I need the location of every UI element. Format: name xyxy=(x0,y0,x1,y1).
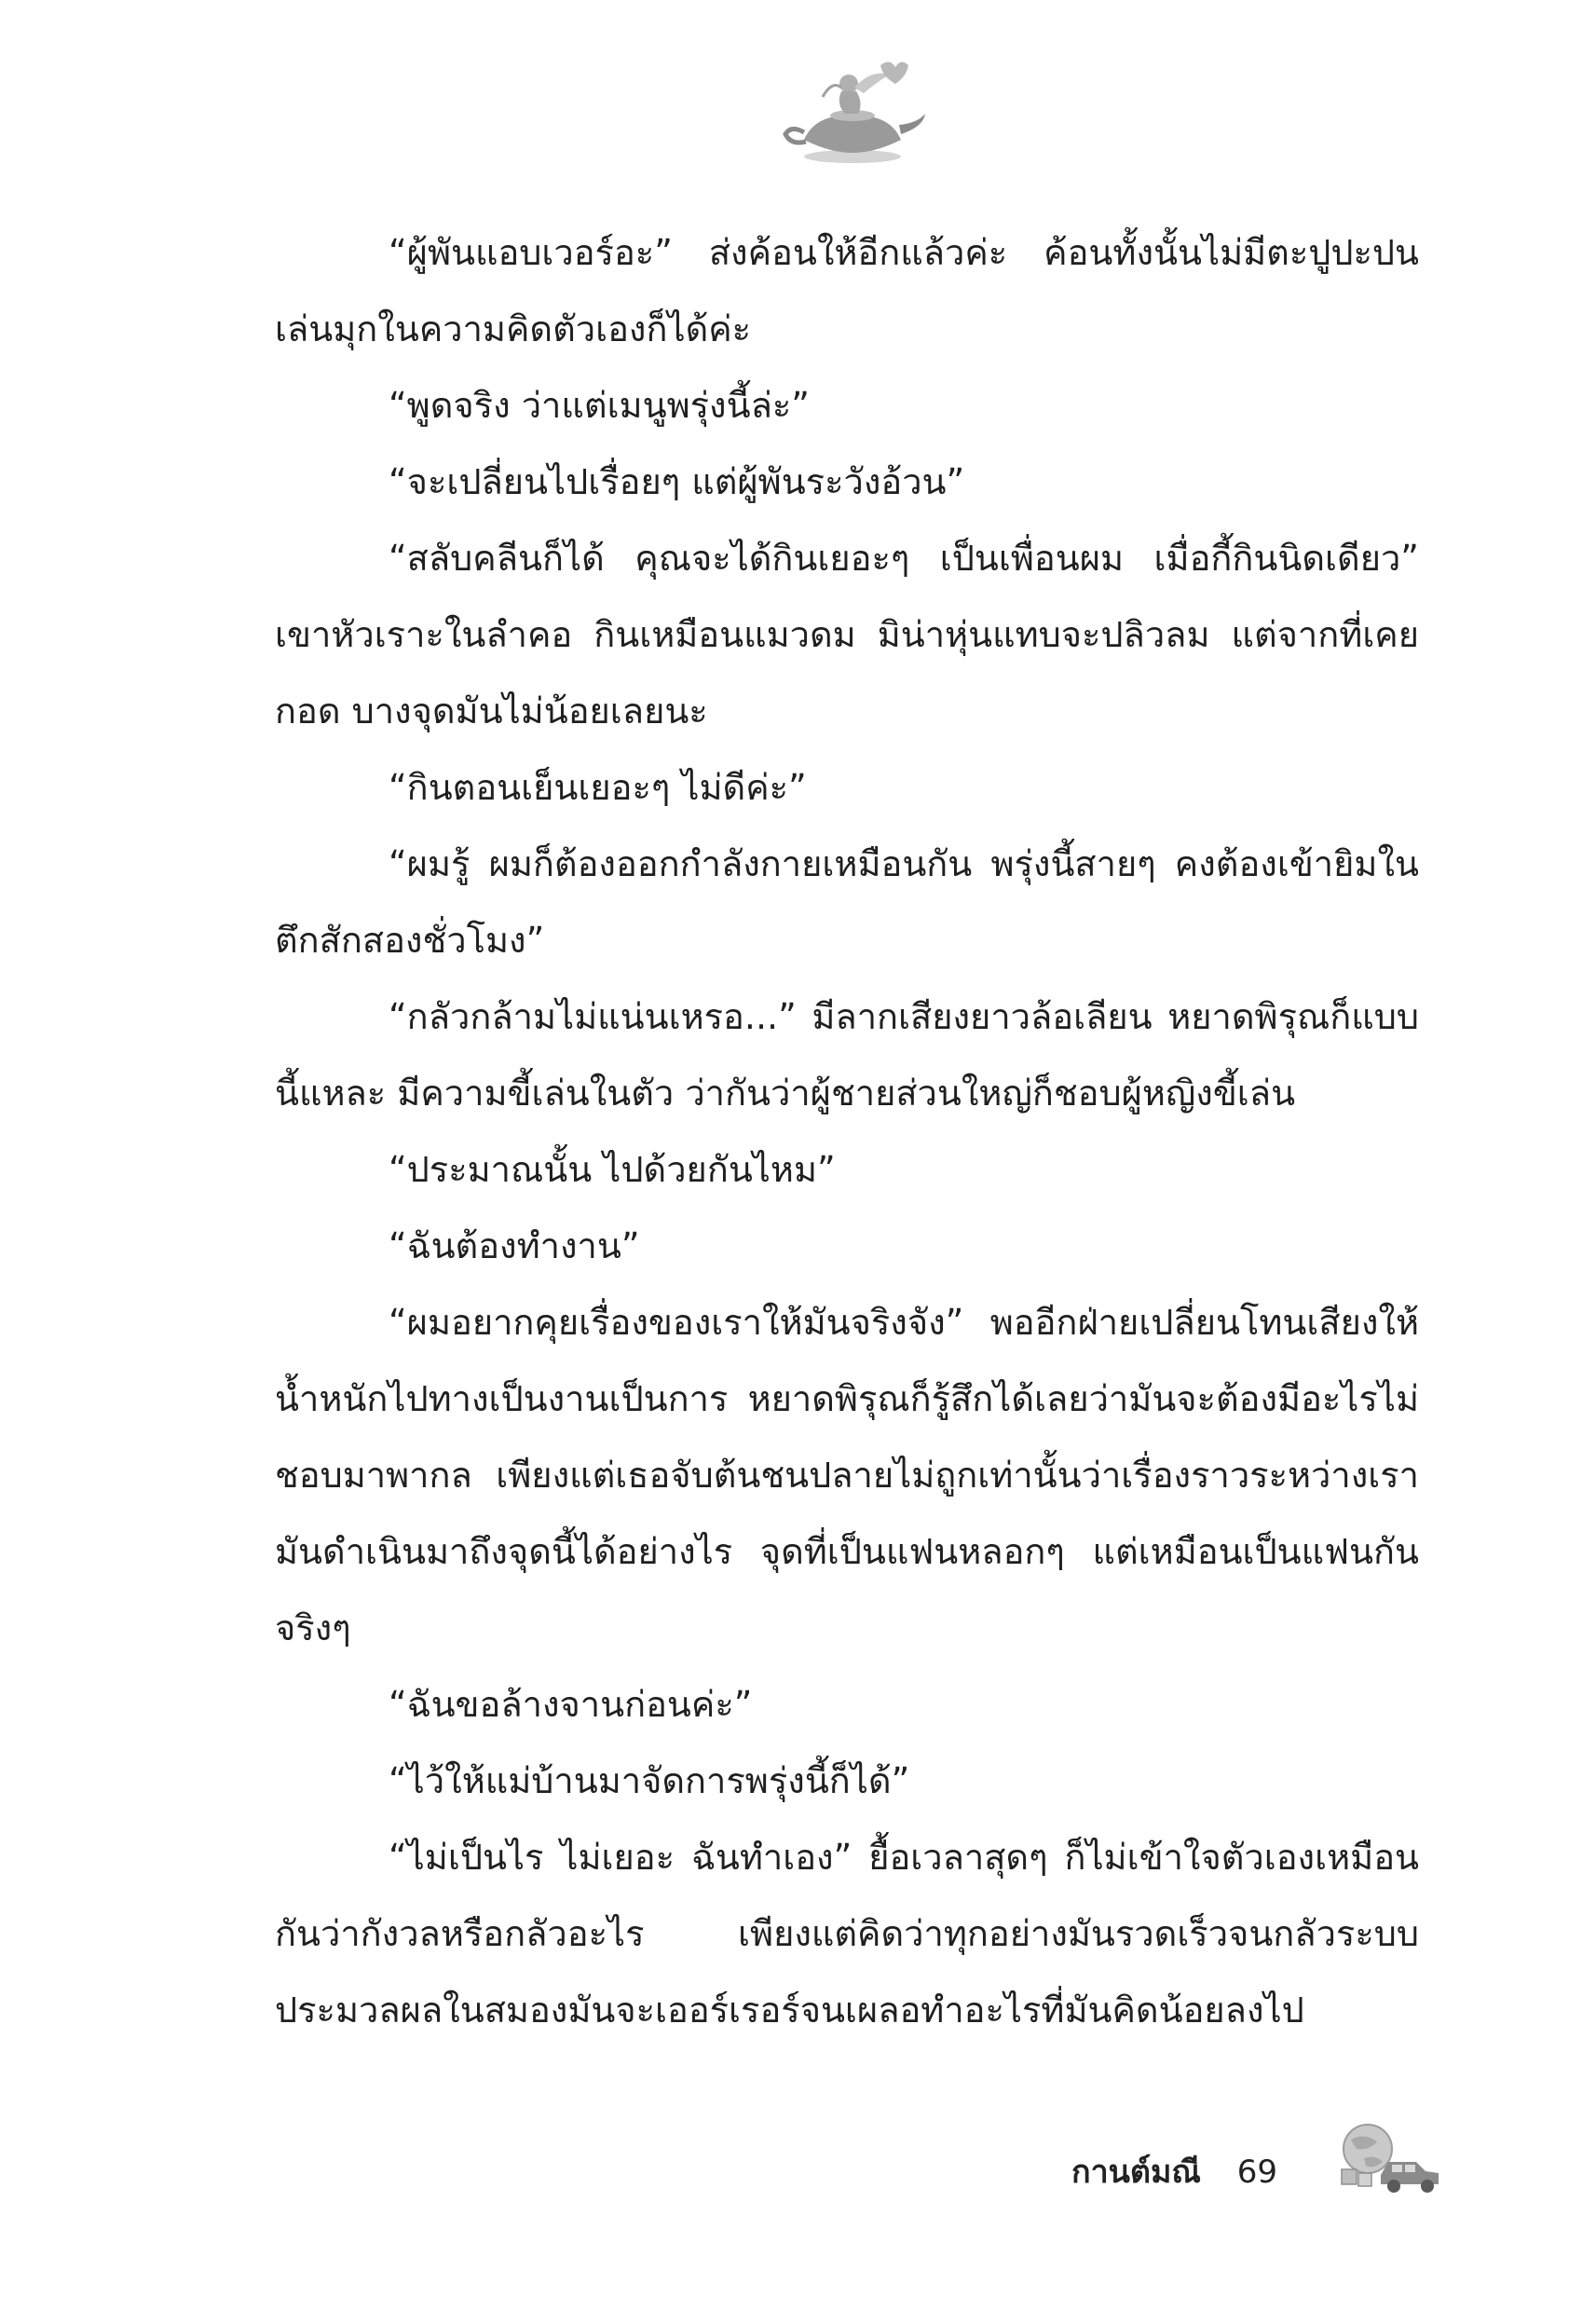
paragraph-12: “ไว้ให้แม่บ้านมาจัดการพรุ่งนี้ก็ได้” xyxy=(389,1760,910,1801)
globe-and-car-icon xyxy=(1323,2113,1444,2197)
paragraph-11: “ฉันขอล้างจานก่อนค่ะ” xyxy=(389,1684,753,1725)
paragraph-2: “พูดจริง ว่าแต่เมนูพรุ่งนี้ล่ะ” xyxy=(389,385,810,426)
cupid-genie-lamp-icon xyxy=(759,56,946,168)
paragraph-13: “ไม่เป็นไร ไม่เยอะ ฉันทำเอง” ยื้อเวลาสุดๆ ก็ไม่เข้าใจตัวเองเหมือนกันว่ากังวลหรือกลัวอะไร เพียงแต่คิดว่าทุกอย่างมันรวดเร็วจนกลัวระบบประมวลผลในสมองมันจะเออร์เรอร์จนเผลอทำอะไรที่มันคิดน้อยลงไป xyxy=(275,1837,1419,2031)
page-number: 69 xyxy=(1236,2154,1278,2191)
paragraph-10: “ผมอยากคุยเรื่องของเราให้มันจริงจัง” พออีกฝ่ายเปลี่ยนโทนเสียงให้น้ำหนักไปทางเป็นงานเป็นการ หยาดพิรุณก็รู้สึกได้เลยว่ามันจะต้องมีอะไรไม่ชอบมาพากล เพียงแต่เธอจับต้นชนปลายไม่ถูกเท่านั้นว่าเรื่องราวระหว่างเรามันดำเนินมาถึงจุดนี้ได้อย่างไร จุดที่เป็นแฟนหลอกๆ แต่เหมือนเป็นแฟนกันจริงๆ xyxy=(275,1302,1419,1648)
page-footer xyxy=(1071,2146,1277,2196)
book-title: กานต์มณี xyxy=(1071,2154,1201,2191)
body-text xyxy=(275,214,1419,2048)
paragraph-4: “สลับคลีนก็ได้ คุณจะได้กินเยอะๆ เป็นเพื่อนผม เมื่อกี้กินนิดเดียว” เขาหัวเราะในลำคอ กินเหมือนแมวดม มิน่าหุ่นแทบจะปลิวลม แต่จากที่เคยกอด บางจุดมันไม่น้อยเลยนะ xyxy=(275,538,1419,732)
paragraph-6: “ผมรู้ ผมก็ต้องออกกำลังกายเหมือนกัน พรุ่งนี้สายๆ คงต้องเข้ายิมในตึกสักสองชั่วโมง” xyxy=(275,843,1419,961)
paragraph-9: “ฉันต้องทำงาน” xyxy=(389,1225,640,1266)
paragraph-1: “ผู้พันแอบเวอร์อะ” ส่งค้อนให้อีกแล้วค่ะ ค้อนทั้งนั้นไม่มีตะปูปะปน เล่นมุกในความคิดตัวเองก็ได้ค่ะ xyxy=(275,232,1419,349)
paragraph-8: “ประมาณนั้น ไปด้วยกันไหม” xyxy=(389,1149,836,1190)
paragraph-3: “จะเปลี่ยนไปเรื่อยๆ แต่ผู้พันระวังอ้วน” xyxy=(389,461,965,502)
paragraph-5: “กินตอนเย็นเยอะๆ ไม่ดีค่ะ” xyxy=(389,767,807,808)
paragraph-7: “กลัวกล้ามไม่แน่นเหรอ...” มีลากเสียงยาวล้อเลียน หยาดพิรุณก็แบบนี้แหละ มีความขี้เล่นในตัว ว่ากันว่าผู้ชายส่วนใหญ่ก็ชอบผู้หญิงขี้เล่น xyxy=(275,996,1419,1114)
